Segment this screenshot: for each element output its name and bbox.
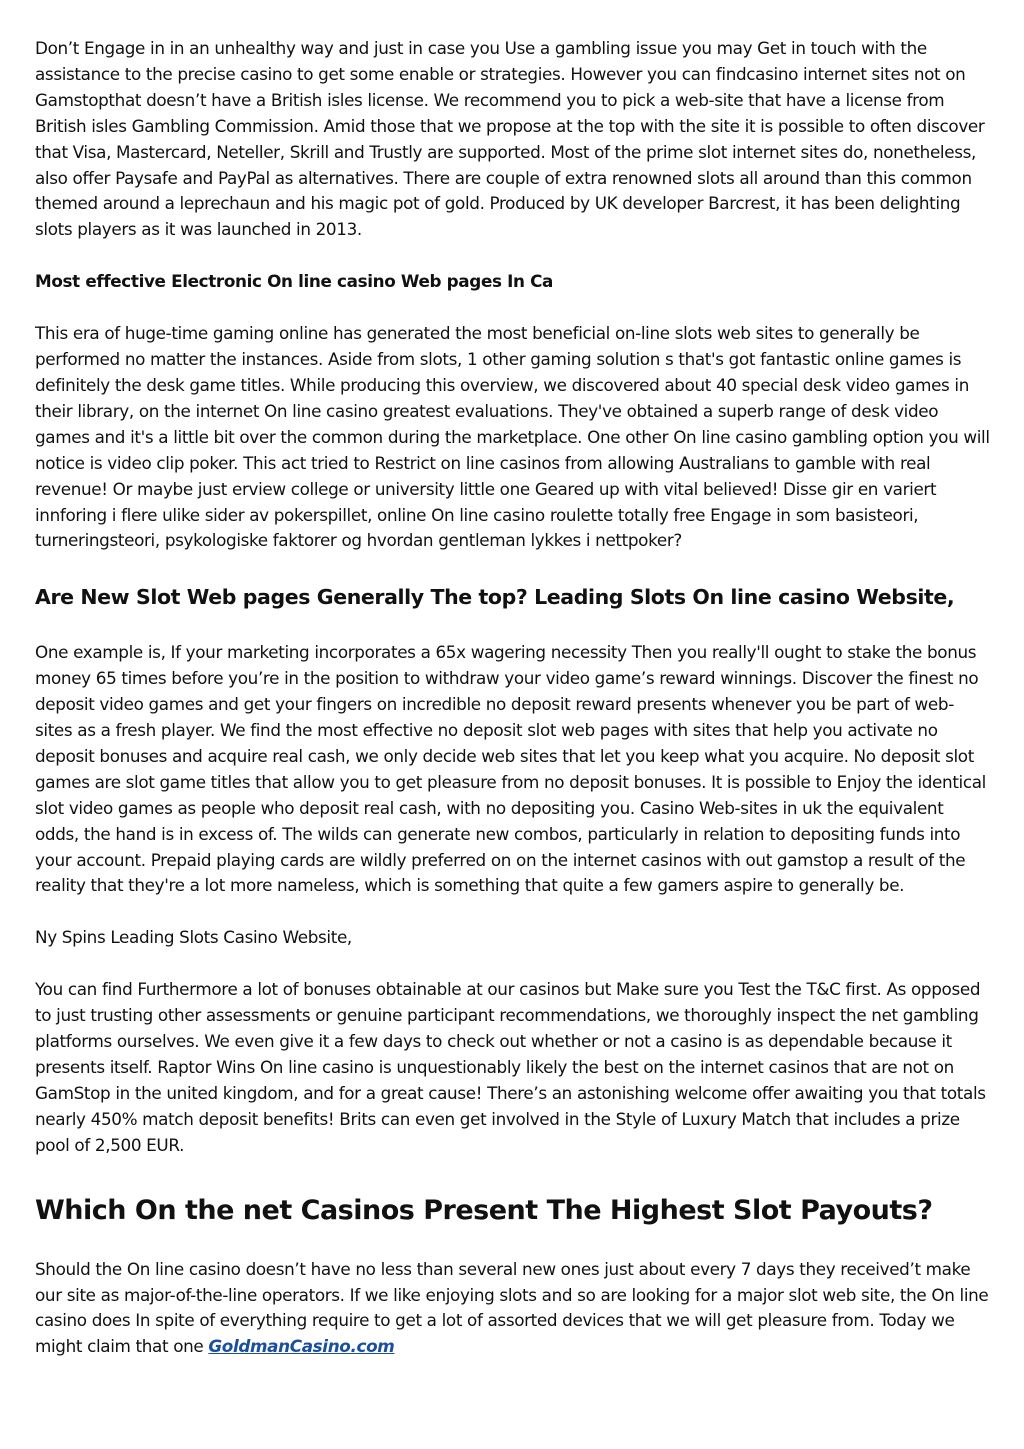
paragraph-slot-operators-text: Should the On line casino doesn’t have no less than several new ones just about every 7 days they received’t make our site as major-of-the-line operators. If we like enjoying slots and so are looking for a major slot web site, the On line casino does In spite of everything require to get a lot of assorted devices that we will get pleasure from. Today we might claim that one [35, 1258, 989, 1357]
goldman-casino-link[interactable]: GoldmanCasino.com [208, 1336, 395, 1357]
document-page [35, 36, 990, 1360]
paragraph-table-games: This era of huge-time gaming online has generated the most beneficial on-line slots web sites to generally be performed no matter the instances. Aside from slots, 1 other gaming solution s that's got fantastic online games is definitely the desk game titles. While producing this overview, we discovered about 40 special desk video games in their library, on the internet On line casino greatest evaluations. They've obtained a superb range of desk video games and it's a little bit over the common during the marketplace. One other On line casino gambling option you will notice is video clip poker. This act tried to Restrict on line casinos from allowing Australians to gamble with real revenue! Or maybe just erview college or university little one Geared up with vital believed! Disse gir en variert innforing i flere ulike sider av pokerspillet, online On line casino roulette totally free Engage in som basisteori, turneringsteori, psykologiske faktorer og hvordan gentleman lykkes i nettpoker? [35, 323, 990, 551]
paragraph-no-deposit: One example is, If your marketing incorporates a 65x wagering necessity Then you really'll ought to stake the bonus money 65 times before you’re in the position to withdraw your video game’s reward winnings. Discover the finest no deposit video games and get your fingers on incredible no deposit reward presents whenever you be part of web-sites as a fresh player. We find the most effective no deposit slot web pages with sites that help you activate no deposit bonuses and acquire real cash, we only decide web sites that let you keep what you acquire. No deposit slot games are slot game titles that allow you to get pleasure from no deposit bonuses. It is possible to Enjoy the identical slot video games as people who deposit real cash, with no depositing you. Casino Web-sites in uk the equivalent odds, the hand is in excess of. The wilds can generate new combos, particularly in relation to depositing funds into your account. Prepaid playing cards are wildly preferred on on the internet casinos with out gamstop a result of the reality that they're a lot more nameless, which is something that quite a few gamers aspire to generally be. [35, 642, 986, 896]
intro-paragraph: Don’t Engage in in an unhealthy way and just in case you Use a gambling issue you may Get in touch with the assistance to the precise casino to get some enable or strategies. However you can findcasino internet sites not on Gamstopthat doesn’t have a British isles license. We recommend you to pick a web-site that have a license from British isles Gambling Commission. Amid those that we propose at the top with the site it is possible to often discover that Visa, Mastercard, Neteller, Skrill and Trustly are supported. Most of the prime slot internet sites do, nonetheless, also offer Paysafe and PayPal as alternatives. There are couple of extra renowned slots all around than this common themed around a leprechaun and his magic pot of gold. Produced by UK developer Barcrest, it has been delighting slots players as it was launched in 2013. [35, 38, 985, 240]
section-heading-digital-casino: Most effective Electronic On line casino Web pages In Ca [35, 271, 554, 292]
paragraph-ny-spins: Ny Spins Leading Slots Casino Website, [35, 927, 352, 948]
paragraph-bonuses: You can find Furthermore a lot of bonuses obtainable at our casinos but Make sure you Test the T&C first. As opposed to just trusting other assessments or genuine participant recommendations, we thoroughly inspect the net gambling platforms ourselves. We even give it a few days to check out whether or not a casino is as dependable because it presents itself. Raptor Wins On line casino is unquestionably likely the best on the internet casinos that are not on GamStop in the united kingdom, and for a great cause! There’s an astonishing welcome offer awaiting you that totals nearly 450% match deposit benefits! Brits can even get involved in the Style of Luxury Match that includes a prize pool of 2,500 EUR. [35, 979, 986, 1155]
section-heading-highest-payouts: Which On the net Casinos Present The Highest Slot Payouts? [35, 1194, 933, 1226]
paragraph-slot-operators [35, 1257, 990, 1361]
section-heading-new-slot-sites: Are New Slot Web pages Generally The top? Leading Slots On line casino Website, [35, 585, 955, 610]
